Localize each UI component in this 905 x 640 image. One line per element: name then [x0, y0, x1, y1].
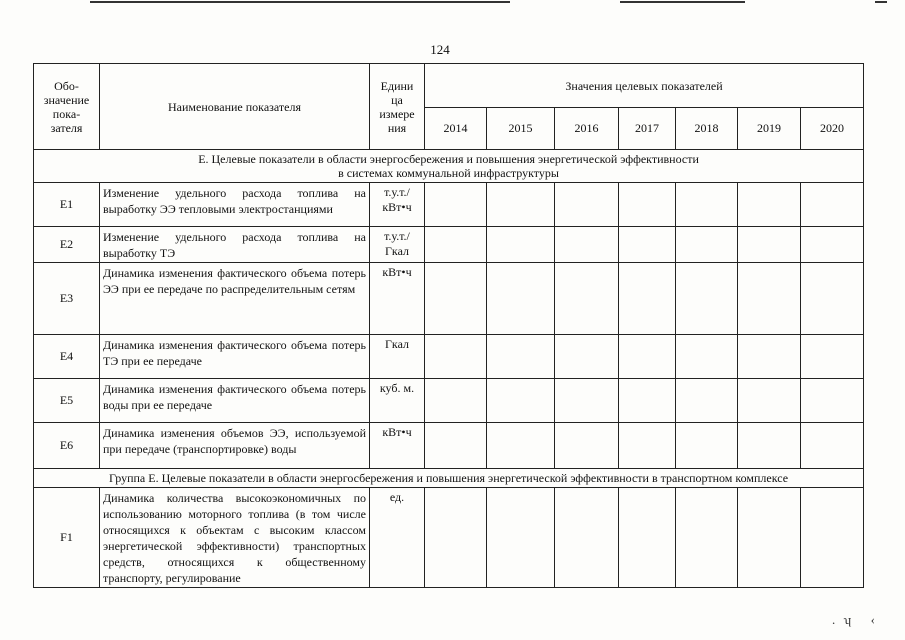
value-cell[interactable]	[738, 488, 801, 588]
indicator-unit: кВт•ч	[370, 263, 425, 335]
value-cell[interactable]	[738, 227, 801, 263]
value-cell[interactable]	[738, 183, 801, 227]
table-row	[34, 379, 864, 423]
scan-artifact-line	[90, 1, 510, 3]
section-title: Е. Целевые показатели в области энергосбережения и повышения энергетической эффективности в системах коммунальной инфраструктуры	[34, 150, 864, 183]
value-cell[interactable]	[425, 423, 487, 469]
scan-artifact-line	[620, 1, 745, 3]
page-number: 124	[430, 42, 450, 57]
value-cell[interactable]	[425, 183, 487, 227]
value-cell[interactable]	[487, 379, 555, 423]
value-cell[interactable]	[619, 488, 676, 588]
year-header: 2016	[555, 108, 619, 150]
scan-artifact-line	[875, 1, 887, 3]
indicator-unit: куб. м.	[370, 379, 425, 423]
indicator-name: Динамика изменения фактического объема потерь ТЭ при ее передаче	[100, 335, 370, 379]
value-cell[interactable]	[676, 183, 738, 227]
indicator-code: Е5	[34, 379, 100, 423]
value-cell[interactable]	[619, 423, 676, 469]
table-row	[34, 227, 864, 263]
value-cell[interactable]	[676, 379, 738, 423]
value-cell[interactable]	[487, 183, 555, 227]
value-cell[interactable]	[555, 488, 619, 588]
value-cell[interactable]	[619, 335, 676, 379]
value-cell[interactable]	[738, 423, 801, 469]
value-cell[interactable]	[619, 379, 676, 423]
value-cell[interactable]	[425, 379, 487, 423]
indicator-unit: ед.	[370, 488, 425, 588]
value-cell[interactable]	[619, 183, 676, 227]
value-cell[interactable]	[555, 335, 619, 379]
value-cell[interactable]	[555, 263, 619, 335]
table-row	[34, 335, 864, 379]
indicator-code: Е3	[34, 263, 100, 335]
value-cell[interactable]	[555, 227, 619, 263]
indicator-name: Изменение удельного расхода топлива на выработку ТЭ	[100, 227, 370, 263]
indicator-name: Динамика изменения фактического объема потерь ЭЭ при ее передаче по распределительным сетям	[100, 263, 370, 335]
value-cell[interactable]	[555, 423, 619, 469]
value-cell[interactable]	[555, 183, 619, 227]
value-cell[interactable]	[738, 335, 801, 379]
value-cell[interactable]	[738, 263, 801, 335]
value-cell[interactable]	[676, 263, 738, 335]
table-row	[34, 423, 864, 469]
value-cell[interactable]	[425, 488, 487, 588]
indicator-code: Е4	[34, 335, 100, 379]
value-cell[interactable]	[487, 263, 555, 335]
value-cell[interactable]	[738, 379, 801, 423]
indicator-unit: Гкал	[370, 335, 425, 379]
target-indicators-table	[33, 63, 864, 588]
value-cell[interactable]	[619, 227, 676, 263]
unit-header-text: Едини ца измере ния	[379, 78, 415, 135]
code-header	[34, 64, 100, 150]
value-cell[interactable]	[676, 488, 738, 588]
value-cell[interactable]	[801, 423, 864, 469]
value-cell[interactable]	[425, 263, 487, 335]
year-header: 2020	[801, 108, 864, 150]
year-header: 2019	[738, 108, 801, 150]
value-cell[interactable]	[425, 335, 487, 379]
indicator-code: Е6	[34, 423, 100, 469]
value-cell[interactable]	[487, 423, 555, 469]
indicator-code: F1	[34, 488, 100, 588]
value-cell[interactable]	[801, 379, 864, 423]
indicator-name: Динамика количества высокоэкономичных по использованию моторного топлива (в том числе относящихся к объектам с высоким классом энергетической эффективности) транспортных средств, относящихся к общественному транспорту, регулирование	[100, 488, 370, 588]
section-title: Группа Е. Целевые показатели в области энергосбережения и повышения энергетической эффективности в транспортном комплексе	[34, 469, 864, 488]
indicator-name: Динамика изменения объемов ЭЭ, используемой при передаче (транспортировке) воды	[100, 423, 370, 469]
indicator-code: Е2	[34, 227, 100, 263]
indicator-name: Изменение удельного расхода топлива на выработку ЭЭ тепловыми электростанциями	[100, 183, 370, 227]
value-cell[interactable]	[487, 335, 555, 379]
code-header-text: Обо- значение пока- зателя	[43, 78, 90, 135]
value-cell[interactable]	[619, 263, 676, 335]
value-cell[interactable]	[555, 379, 619, 423]
indicator-code: Е1	[34, 183, 100, 227]
name-header: Наименование показателя	[100, 64, 370, 150]
value-cell[interactable]	[801, 335, 864, 379]
indicator-unit: т.у.т./ Гкал	[370, 227, 425, 263]
value-cell[interactable]	[676, 423, 738, 469]
value-cell[interactable]	[676, 227, 738, 263]
value-cell[interactable]	[487, 488, 555, 588]
value-cell[interactable]	[801, 488, 864, 588]
unit-header	[370, 64, 425, 150]
value-cell[interactable]	[801, 263, 864, 335]
corner-mark: .ʮ ‹	[832, 612, 883, 627]
year-header: 2018	[676, 108, 738, 150]
indicator-name: Динамика изменения фактического объема потерь воды при ее передаче	[100, 379, 370, 423]
values-header: Значения целевых показателей	[425, 64, 864, 108]
value-cell[interactable]	[676, 335, 738, 379]
indicator-unit: т.у.т./ кВт•ч	[370, 183, 425, 227]
value-cell[interactable]	[425, 227, 487, 263]
indicator-unit: кВт•ч	[370, 423, 425, 469]
year-header: 2015	[487, 108, 555, 150]
table-row	[34, 183, 864, 227]
year-header: 2017	[619, 108, 676, 150]
table-row	[34, 263, 864, 335]
value-cell[interactable]	[801, 183, 864, 227]
table-row	[34, 488, 864, 588]
year-header: 2014	[425, 108, 487, 150]
value-cell[interactable]	[487, 227, 555, 263]
value-cell[interactable]	[801, 227, 864, 263]
